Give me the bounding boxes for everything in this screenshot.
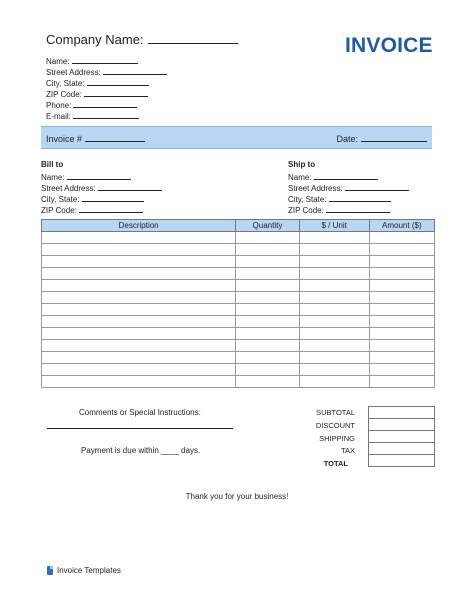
bill-to-zip-line[interactable] (79, 204, 143, 213)
description-cell[interactable] (42, 352, 236, 364)
description-cell[interactable] (42, 316, 236, 328)
table-row (42, 364, 435, 376)
description-cell[interactable] (42, 232, 236, 244)
sender-zip-line[interactable] (84, 88, 148, 97)
sender-street-line[interactable] (103, 66, 167, 75)
company-name-field (46, 32, 238, 47)
thank-you-note: Thank you for your business! (185, 492, 289, 501)
amount-cell[interactable] (369, 340, 434, 352)
table-row (42, 244, 435, 256)
date-field (336, 132, 427, 144)
unit-price-cell[interactable] (299, 256, 369, 268)
sender-street-label: Street Address: (46, 68, 101, 77)
bill-to-heading: Bill to (41, 160, 64, 169)
company-name-label: Company Name: (46, 32, 144, 47)
table-row (42, 268, 435, 280)
unit-price-cell[interactable] (299, 304, 369, 316)
sender-name-label: Name: (46, 57, 70, 66)
sender-phone-line[interactable] (73, 99, 137, 108)
sender-email-label: E-mail: (46, 112, 71, 121)
description-cell[interactable] (42, 340, 236, 352)
comments-line[interactable] (47, 428, 233, 429)
table-row (42, 328, 435, 340)
unit-price-cell[interactable] (299, 280, 369, 292)
line-items-table (41, 219, 435, 388)
sender-email-line[interactable] (73, 110, 139, 119)
table-row (42, 352, 435, 364)
amount-cell[interactable] (369, 292, 434, 304)
ship-to-city-line[interactable] (329, 193, 391, 202)
table-row (42, 232, 435, 244)
amount-header: Amount ($) (369, 220, 434, 232)
amount-cell[interactable] (369, 328, 434, 340)
quantity-cell[interactable] (236, 268, 299, 280)
amount-cell[interactable] (369, 304, 434, 316)
quantity-header: Quantity (236, 220, 299, 232)
description-cell[interactable] (42, 268, 236, 280)
invoice-number-line[interactable] (85, 132, 145, 142)
quantity-cell[interactable] (236, 304, 299, 316)
shipping-cell[interactable] (369, 431, 435, 443)
description-cell[interactable] (42, 244, 236, 256)
sender-name-line[interactable] (72, 55, 138, 64)
totals-table (368, 406, 435, 467)
comments-label: Comments or Special Instructions: (79, 408, 201, 417)
table-row (42, 376, 435, 388)
quantity-cell[interactable] (236, 352, 299, 364)
discount-label: DISCOUNT (315, 421, 355, 430)
amount-cell[interactable] (369, 364, 434, 376)
bill-to-city-line[interactable] (82, 193, 144, 202)
date-line[interactable] (361, 132, 427, 142)
bill-to-name-line[interactable] (67, 171, 131, 180)
bill-to-street-line[interactable] (98, 182, 162, 191)
ship-to-street-line[interactable] (345, 182, 409, 191)
table-row (42, 256, 435, 268)
bill-to-zip-field (41, 204, 143, 216)
amount-cell[interactable] (369, 376, 434, 388)
table-row (42, 280, 435, 292)
sender-zip-label: ZIP Code: (46, 90, 82, 99)
total-label: TOTAL (323, 459, 348, 468)
description-cell[interactable] (42, 304, 236, 316)
sender-phone-label: Phone: (46, 101, 72, 110)
invoice-number-bar (41, 126, 432, 149)
quantity-cell[interactable] (236, 316, 299, 328)
unit-price-cell[interactable] (299, 376, 369, 388)
ship-to-zip-line[interactable] (326, 204, 390, 213)
unit-price-header: $ / Unit (299, 220, 369, 232)
ship-to-zip-field (288, 204, 390, 216)
subtotal-label: SUBTOTAL (316, 408, 355, 417)
unit-price-cell[interactable] (299, 232, 369, 244)
unit-price-cell[interactable] (299, 316, 369, 328)
subtotal-cell[interactable] (369, 407, 435, 419)
table-row (42, 316, 435, 328)
amount-cell[interactable] (369, 316, 434, 328)
table-row (42, 292, 435, 304)
bill-to-zip-label: ZIP Code: (41, 206, 77, 215)
footer-brand (47, 566, 121, 575)
invoice-title: INVOICE (345, 34, 433, 57)
bill-to-name-label: Name: (41, 173, 65, 182)
ship-to-city-label: City, State: (288, 195, 327, 204)
unit-price-cell[interactable] (299, 244, 369, 256)
table-header-row (42, 220, 435, 232)
unit-price-cell[interactable] (299, 352, 369, 364)
sender-email-field (46, 110, 139, 122)
tax-cell[interactable] (369, 443, 435, 455)
description-cell[interactable] (42, 328, 236, 340)
unit-price-cell[interactable] (299, 364, 369, 376)
ship-to-heading: Ship to (288, 160, 316, 169)
ship-to-street-label: Street Address: (288, 184, 343, 193)
quantity-cell[interactable] (236, 364, 299, 376)
amount-cell[interactable] (369, 352, 434, 364)
unit-price-cell[interactable] (299, 328, 369, 340)
description-cell[interactable] (42, 376, 236, 388)
amount-cell[interactable] (369, 244, 434, 256)
discount-cell[interactable] (369, 419, 435, 431)
bill-to-street-label: Street Address: (41, 184, 96, 193)
ship-to-zip-label: ZIP Code: (288, 206, 324, 215)
unit-price-cell[interactable] (299, 268, 369, 280)
amount-cell[interactable] (369, 280, 434, 292)
sender-city-label: City, State: (46, 79, 85, 88)
quantity-cell[interactable] (236, 328, 299, 340)
line-items-body (42, 232, 435, 388)
total-cell[interactable] (369, 455, 435, 467)
table-row (42, 340, 435, 352)
unit-price-cell[interactable] (299, 292, 369, 304)
sender-city-line[interactable] (87, 77, 149, 86)
ship-to-name-label: Name: (288, 173, 312, 182)
amount-cell[interactable] (369, 232, 434, 244)
payment-terms: Payment is due within ____ days. (81, 446, 201, 455)
quantity-cell[interactable] (236, 376, 299, 388)
company-name-line[interactable] (148, 32, 238, 44)
description-cell[interactable] (42, 280, 236, 292)
quantity-cell[interactable] (236, 292, 299, 304)
description-header: Description (42, 220, 236, 232)
quantity-cell[interactable] (236, 340, 299, 352)
date-label: Date: (336, 134, 358, 144)
ship-to-name-line[interactable] (314, 171, 378, 180)
invoice-number-label: Invoice # (46, 134, 83, 144)
table-row (42, 304, 435, 316)
footer-brand-label: Invoice Templates (57, 566, 121, 575)
invoice-number-field (46, 132, 145, 144)
quantity-cell[interactable] (236, 244, 299, 256)
tax-label: TAX (340, 446, 355, 455)
amount-cell[interactable] (369, 268, 434, 280)
description-cell[interactable] (42, 256, 236, 268)
document-icon (47, 566, 53, 575)
quantity-cell[interactable] (236, 256, 299, 268)
unit-price-cell[interactable] (299, 340, 369, 352)
shipping-label: SHIPPING (319, 434, 355, 443)
description-cell[interactable] (42, 364, 236, 376)
description-cell[interactable] (42, 292, 236, 304)
amount-cell[interactable] (369, 256, 434, 268)
bill-to-city-label: City, State: (41, 195, 80, 204)
quantity-cell[interactable] (236, 280, 299, 292)
quantity-cell[interactable] (236, 232, 299, 244)
